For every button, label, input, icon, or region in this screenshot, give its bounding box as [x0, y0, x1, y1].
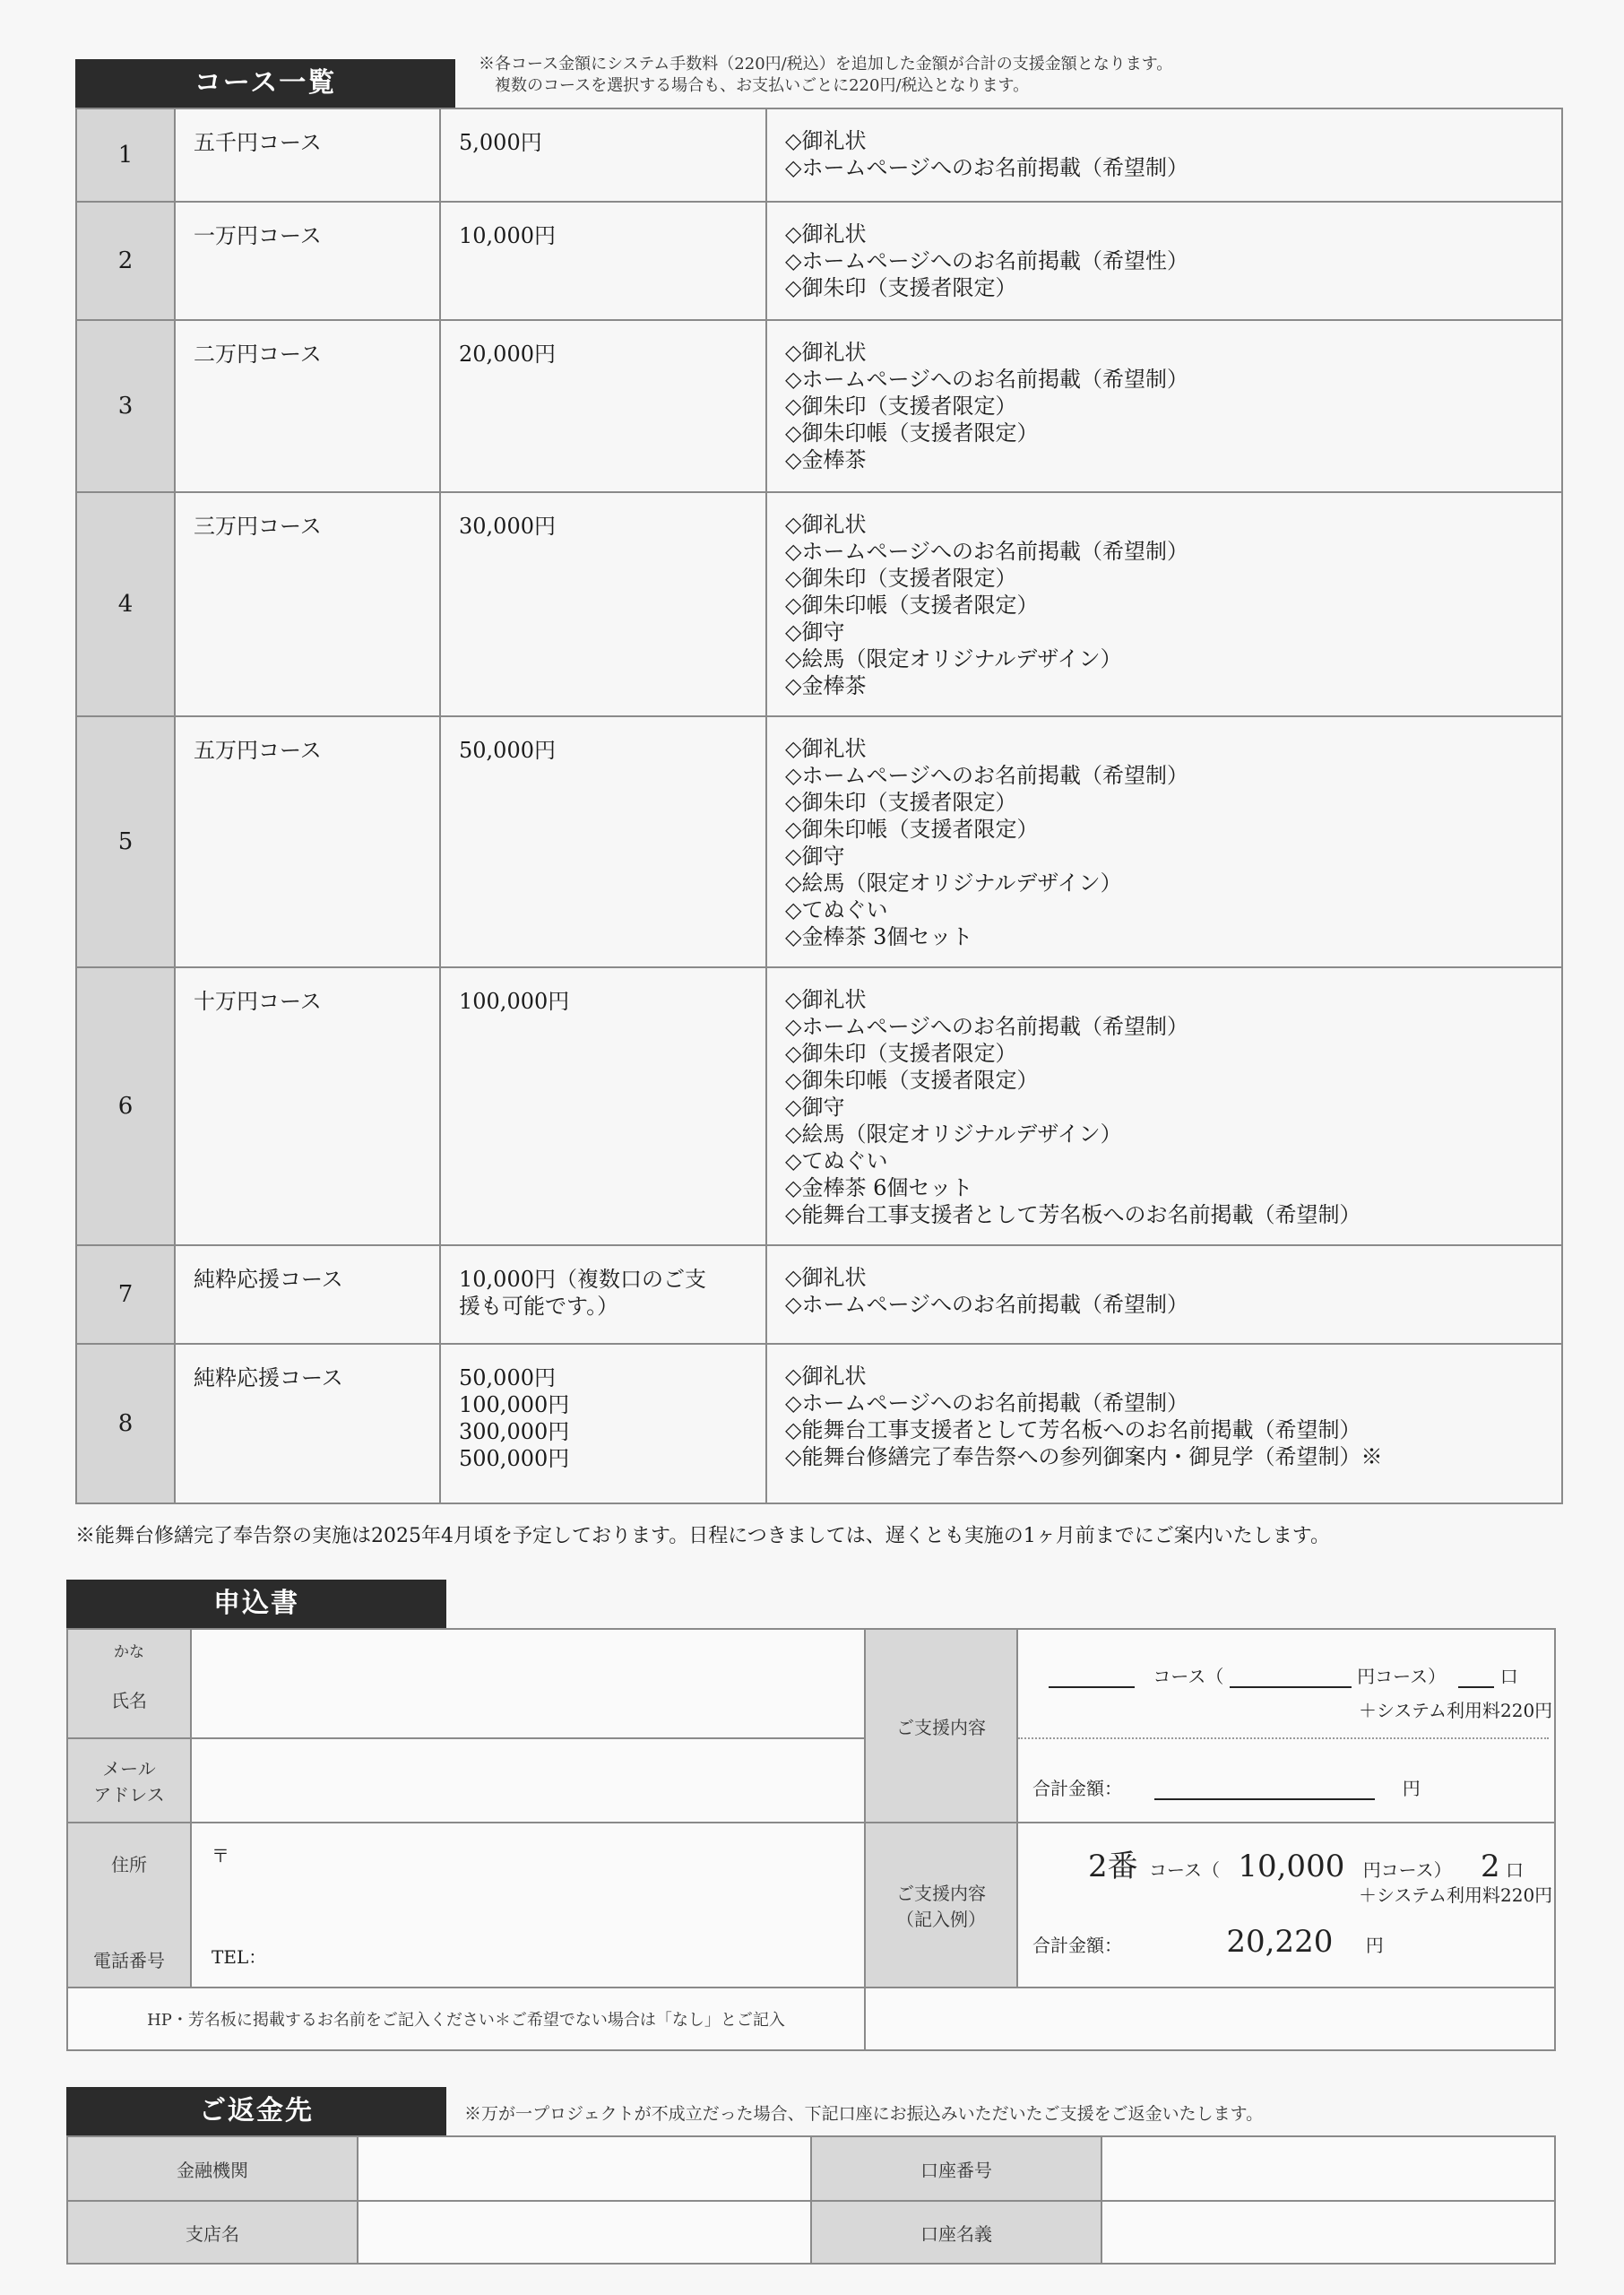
course-price-line: 30,000円 [459, 514, 556, 539]
benefit-item: ◇御礼状 [785, 340, 867, 365]
benefit-item: ◇ホームページへのお名前掲載（希望性） [785, 248, 1188, 273]
benefit-item: ◇金棒茶 3個セット [785, 924, 973, 949]
example-system-fee: ＋システム利用料220円 [1359, 1884, 1553, 1906]
account-number-input[interactable] [1101, 2136, 1555, 2201]
branch-label: 支店名 [67, 2201, 358, 2264]
support-system-fee: ＋システム利用料220円 [1359, 1700, 1553, 1721]
refund-note: ※万が一プロジェクトが不成立だった場合、下記口座にお振込みいただいたご支援をご返金いたします。 [464, 2104, 1264, 2124]
course-price [440, 967, 766, 1245]
benefit-item: ◇御礼状 [785, 736, 867, 761]
course-row [76, 108, 1562, 202]
course-price-line: 500,000円 [459, 1446, 570, 1471]
course-table [75, 108, 1563, 1504]
course-row [76, 1245, 1562, 1344]
benefit-item: ◇絵馬（限定オリジナルデザイン） [785, 1122, 1122, 1147]
ceremony-footnote: ※能舞台修繕完了奉告祭の実施は2025年4月頃を予定しております。日程につきましては、遅くとも実施の1ヶ月前までにご案内いたします。 [75, 1525, 1331, 1547]
course-price-line: 10,000円 [459, 223, 556, 248]
account-name-input[interactable] [1101, 2201, 1555, 2264]
course-name: 五千円コース [175, 108, 440, 202]
course-number: 1 [76, 108, 175, 202]
benefit-item: ◇御礼状 [785, 221, 867, 247]
benefit-item: ◇御礼状 [785, 987, 867, 1012]
refund-title: ご返金先 [66, 2087, 446, 2135]
email-input-field[interactable] [191, 1738, 865, 1823]
bank-input[interactable] [358, 2136, 811, 2201]
benefit-item: ◇ホームページへのお名前掲載（希望制） [785, 763, 1188, 788]
benefit-item: ◇御朱印（支援者限定） [785, 566, 1017, 591]
benefit-item: ◇ホームページへのお名前掲載（希望制） [785, 1292, 1188, 1317]
name-input-field[interactable] [191, 1629, 865, 1738]
course-name: 五万円コース [175, 716, 440, 967]
benefit-item: ◇金棒茶 6個セット [785, 1175, 973, 1200]
benefit-item: ◇金棒茶 [785, 673, 867, 698]
course-number: 4 [76, 492, 175, 716]
course-price-line: 300,000円 [459, 1419, 570, 1444]
benefit-item: ◇てぬぐい [785, 897, 888, 922]
application-form [66, 1628, 1556, 2051]
course-name: 三万円コース [175, 492, 440, 716]
course-name: 純粋応援コース [175, 1344, 440, 1503]
benefit-item: ◇能舞台工事支援者として芳名板へのお名前掲載（希望制） [785, 1202, 1361, 1227]
benefit-item: ◇御朱印帳（支援者限定） [785, 420, 1039, 446]
refund-account-table [66, 2135, 1556, 2265]
benefit-item: ◇御礼状 [785, 1265, 867, 1290]
support-content-label: ご支援内容 [865, 1629, 1017, 1823]
benefit-item: ◇ホームページへのお名前掲載（希望制） [785, 1390, 1188, 1416]
course-number: 6 [76, 967, 175, 1245]
benefit-item: ◇絵馬（限定オリジナルデザイン） [785, 646, 1122, 671]
course-row [76, 202, 1562, 320]
example-entry-line: 2番 コース（ 10,000 円コース） 2 口 [1088, 1849, 1525, 1884]
course-list-title: コース一覧 [75, 59, 455, 108]
benefit-item: ◇ホームページへのお名前掲載（希望制） [785, 155, 1188, 180]
benefit-item: ◇御守 [785, 844, 845, 869]
course-benefits [766, 1245, 1562, 1344]
course-benefits [766, 1344, 1562, 1503]
course-price [440, 320, 766, 492]
benefit-item: ◇ホームページへのお名前掲載（希望制） [785, 1014, 1188, 1039]
course-fee-note: ※各コース金額にシステム手数料（220円/税込）を追加した金額が合計の支援金額となります。 複数のコースを選択する場合も、お支払いごとに220円/税込となります。 [479, 55, 1173, 95]
course-price-line: 5,000円 [459, 130, 542, 155]
address-phone-label-cell: 住所 電話番号 [67, 1823, 191, 1988]
course-price [440, 108, 766, 202]
benefit-item: ◇能舞台修繕完了奉告祭への参列御案内・御見学（希望制）※ [785, 1444, 1383, 1469]
benefit-item: ◇金棒茶 [785, 447, 867, 472]
benefit-item: ◇御礼状 [785, 128, 867, 153]
account-number-label: 口座番号 [811, 2136, 1101, 2201]
course-number: 7 [76, 1245, 175, 1344]
tel-prefix: TEL： [212, 1946, 267, 1968]
course-price [440, 492, 766, 716]
course-number: 3 [76, 320, 175, 492]
example-total-line: 合計金額： 20,220 円 [1032, 1924, 1384, 1960]
course-benefits [766, 967, 1562, 1245]
course-benefits [766, 492, 1562, 716]
benefit-item: ◇御守 [785, 1095, 845, 1120]
application-title: 申込書 [66, 1580, 446, 1628]
example-label-cell: ご支援内容 （記入例） [865, 1823, 1017, 1988]
benefit-item: ◇御朱印帳（支援者限定） [785, 593, 1039, 618]
bank-label: 金融機関 [67, 2136, 358, 2201]
course-benefits [766, 320, 1562, 492]
course-price-line: 100,000円 [459, 989, 570, 1014]
course-benefits [766, 202, 1562, 320]
benefit-item: ◇御朱印（支援者限定） [785, 275, 1017, 300]
support-total-line: 合計金額： 円 [1032, 1766, 1421, 1800]
course-name: 純粋応援コース [175, 1245, 440, 1344]
branch-input[interactable] [358, 2201, 811, 2264]
address-phone-input-field[interactable] [191, 1823, 865, 1988]
benefit-item: ◇てぬぐい [785, 1148, 888, 1173]
benefit-item: ◇ホームページへのお名前掲載（希望制） [785, 367, 1188, 392]
course-name: 十万円コース [175, 967, 440, 1245]
course-number: 8 [76, 1344, 175, 1503]
benefit-item: ◇御朱印（支援者限定） [785, 790, 1017, 815]
course-number: 5 [76, 716, 175, 967]
benefit-item: ◇御礼状 [785, 1364, 867, 1389]
benefit-item: ◇御朱印帳（支援者限定） [785, 817, 1039, 842]
benefit-item: ◇御朱印（支援者限定） [785, 394, 1017, 419]
course-row [76, 967, 1562, 1245]
benefit-item: ◇ホームページへのお名前掲載（希望制） [785, 539, 1188, 564]
course-price [440, 716, 766, 967]
course-price [440, 1344, 766, 1503]
course-row [76, 716, 1562, 967]
course-name: 一万円コース [175, 202, 440, 320]
course-price [440, 202, 766, 320]
course-price-line: 10,000円（複数口のご支 [459, 1267, 706, 1292]
benefit-item: ◇御守 [785, 619, 845, 645]
course-row [76, 1344, 1562, 1503]
name-label-cell: かな 氏名 [67, 1629, 191, 1738]
course-price-line: 100,000円 [459, 1392, 570, 1417]
course-number: 2 [76, 202, 175, 320]
course-row [76, 492, 1562, 716]
postal-mark: 〒 [212, 1845, 229, 1866]
hp-name-input[interactable] [865, 1988, 1555, 2050]
course-row [76, 320, 1562, 492]
benefit-item: ◇絵馬（限定オリジナルデザイン） [785, 870, 1122, 896]
benefit-item: ◇御朱印帳（支援者限定） [785, 1068, 1039, 1093]
course-price-line: 50,000円 [459, 738, 556, 763]
benefit-item: ◇能舞台工事支援者として芳名板へのお名前掲載（希望制） [785, 1417, 1361, 1442]
course-benefits [766, 108, 1562, 202]
support-divider [1018, 1737, 1549, 1739]
hp-name-field[interactable]: HP・芳名板に掲載するお名前をご記入ください＊ご希望でない場合は「なし」とご記入 [67, 1988, 865, 2050]
course-benefits [766, 716, 1562, 967]
course-price-line: 50,000円 [459, 1365, 556, 1390]
account-name-label: 口座名義 [811, 2201, 1101, 2264]
benefit-item: ◇御礼状 [785, 512, 867, 537]
support-entry-line: コース（ 円コース） 口 [1049, 1662, 1542, 1688]
course-price [440, 1245, 766, 1344]
course-name: 二万円コース [175, 320, 440, 492]
benefit-item: ◇御朱印（支援者限定） [785, 1041, 1017, 1066]
course-price-line: 援も可能です。） [459, 1294, 619, 1319]
email-label-cell: メール アドレス [67, 1738, 191, 1823]
course-price-line: 20,000円 [459, 342, 556, 367]
